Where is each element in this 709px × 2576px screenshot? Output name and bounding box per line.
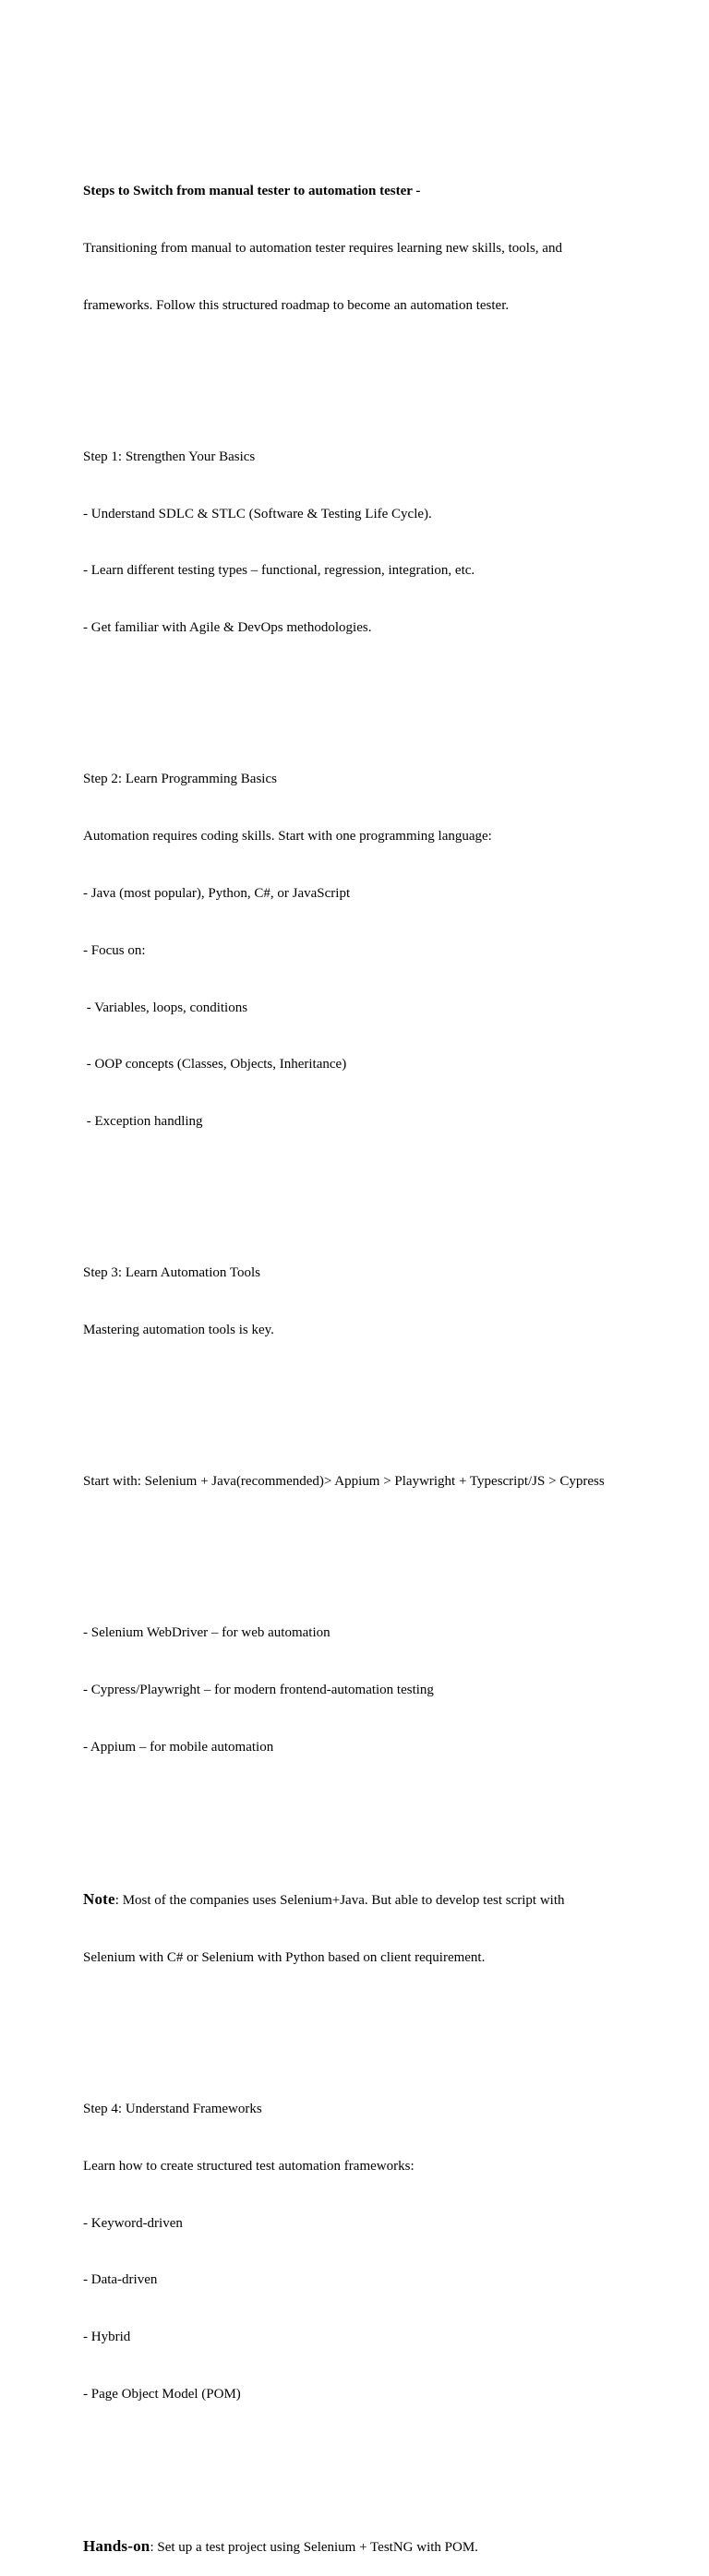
- step4-item: - Page Object Model (POM): [83, 2386, 241, 2402]
- step1-heading: Step 1: Strengthen Your Basics: [83, 449, 256, 464]
- step3-item: - Cypress/Playwright – for modern frontend-automation testing: [83, 1683, 434, 1698]
- step3-sub: Mastering automation tools is key.: [83, 1323, 274, 1338]
- step3-item: - Appium – for mobile automation: [83, 1739, 274, 1755]
- intro-line-2: frameworks. Follow this structured roadmap to become an automation tester.: [83, 297, 510, 313]
- step1-item: - Get familiar with Agile & DevOps methodologies.: [83, 620, 372, 636]
- note-text-2: Selenium with C# or Selenium with Python based on client requirement.: [83, 1949, 486, 1965]
- spacer: [83, 1188, 637, 1206]
- step3-start-with: Start with: Selenium + Java(recommended)> Appium > Playwright + Typescript/JS > Cypress: [83, 1474, 605, 1490]
- step4-sub: Learn how to create structured test automation frameworks:: [83, 2158, 415, 2174]
- spacer: [83, 2461, 637, 2480]
- spacer: [83, 1549, 637, 1567]
- step2-line: - Variables, loops, conditions: [83, 1000, 248, 1015]
- note-text-1: : Most of the companies uses Selenium+Java. But able to develop test script with: [114, 1893, 565, 1909]
- step4-heading: Step 4: Understand Frameworks: [83, 2102, 262, 2116]
- step2-heading: Step 2: Learn Programming Basics: [83, 772, 277, 787]
- step4-item: - Hybrid: [83, 2330, 131, 2345]
- step4-item: - Data-driven: [83, 2272, 158, 2288]
- handson-paragraph: [83, 2537, 637, 2558]
- handson-label: Hands-on: [83, 2537, 150, 2556]
- step1-item: - Understand SDLC & STLC (Software & Testing Life Cycle).: [83, 506, 432, 521]
- step2-line: - Exception handling: [83, 1114, 203, 1130]
- step1-item: - Learn different testing types – functional, regression, integration, etc.: [83, 563, 475, 579]
- note-label: Note: [83, 1890, 115, 1909]
- step3-heading: Step 3: Learn Automation Tools: [83, 1265, 260, 1281]
- intro-line-1: Transitioning from manual to automation tester requires learning new skills, tools, and: [83, 240, 562, 256]
- document-title: Steps to Switch from manual tester to automation tester -: [83, 184, 421, 199]
- step2-line: - Focus on:: [83, 942, 146, 958]
- spacer: [83, 695, 637, 713]
- step3-item: - Selenium WebDriver – for web automation: [83, 1625, 330, 1641]
- step2-line: Automation requires coding skills. Start with one programming language:: [83, 829, 492, 845]
- spacer: [83, 372, 637, 390]
- step2-line: - OOP concepts (Classes, Objects, Inheritance): [83, 1057, 347, 1072]
- spacer: [83, 2024, 637, 2043]
- spacer: [83, 1814, 637, 1833]
- step4-item: - Keyword-driven: [83, 2215, 183, 2231]
- note-paragraph: [83, 1890, 637, 1911]
- step2-line: - Java (most popular), Python, C#, or JavaScript: [83, 885, 351, 901]
- spacer: [83, 1396, 637, 1415]
- handson-text: : Set up a test project using Selenium + TestNG with POM.: [150, 2540, 478, 2556]
- document-body: [83, 144, 637, 2576]
